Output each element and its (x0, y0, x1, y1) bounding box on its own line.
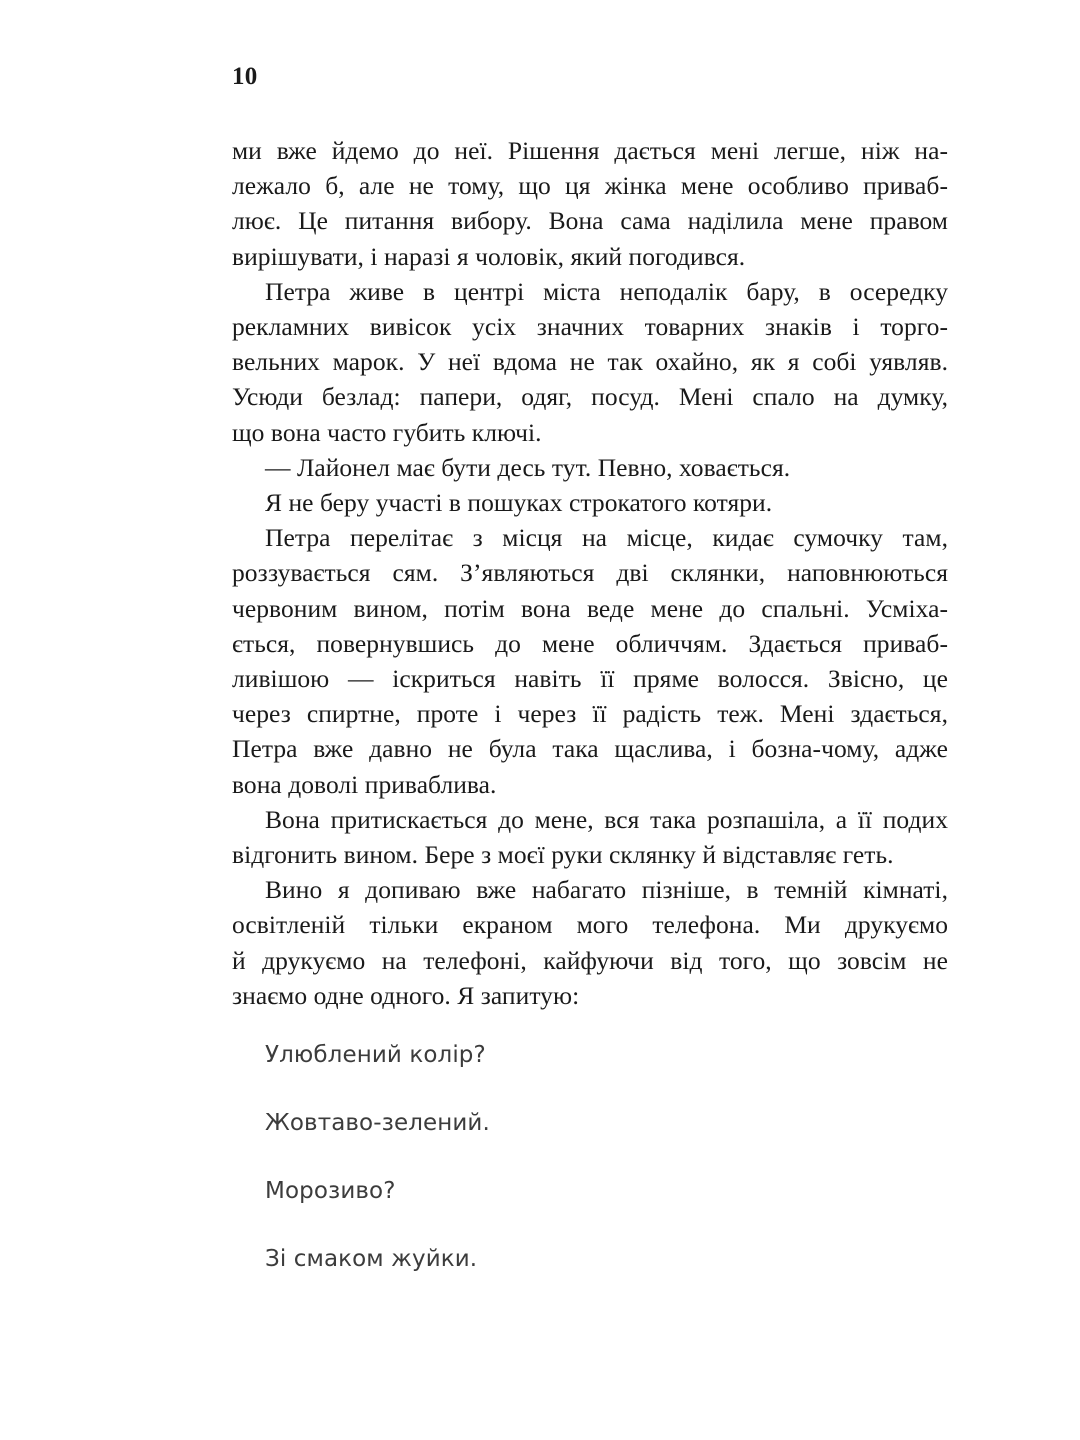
paragraph (232, 872, 948, 1013)
chat-line: Жовтаво-зелений. (265, 1110, 490, 1136)
chat-line: Зі смаком жуйки. (265, 1246, 478, 1272)
chat-line: Улюблений колір? (265, 1042, 486, 1068)
text-line: ливішою — іскриться навіть її пряме волосся. Звісно, це (232, 664, 948, 694)
body-text (232, 133, 948, 1013)
text-line: рекламних вивісок усіх значних товарних знаків і торго- (232, 312, 948, 342)
text-line: вельних марок. У неї вдома не так охайно, як я собі уявляв. (232, 347, 948, 377)
paragraph (232, 802, 948, 872)
chat-line: Морозиво? (265, 1178, 396, 1204)
text-line: роззувається сям. З’являються дві склянки, наповнюються (232, 558, 948, 588)
text-line: Я не беру участі в пошуках строкатого котяри. (265, 488, 773, 518)
text-line: через спиртне, проте і через її радість теж. Мені здається, (232, 699, 948, 729)
text-line: освітленій тільки екраном мого телефона. Ми друкуємо (232, 910, 948, 940)
text-line: знаємо одне одного. Я запитую: (232, 980, 580, 1010)
text-line: Вона притискається до мене, вся така розпашіла, а її подих (265, 804, 948, 834)
text-line: ється, повернувшись до мене обличчям. Здається приваб- (232, 628, 948, 658)
text-line: що вона часто губить ключі. (232, 417, 542, 447)
text-line: — Лайонел має бути десь тут. Певно, ховається. (265, 452, 791, 482)
text-line: ми вже йдемо до неї. Рішення дається мені легше, ніж на- (232, 136, 948, 165)
chat-transcript (265, 1040, 955, 1312)
text-line: вона доволі приваблива. (232, 769, 497, 799)
text-line: Усюди безлад: папери, одяг, посуд. Мені спало на думку, (232, 382, 948, 412)
text-line: відгонить вином. Бере з моєї руки склянку й відставляє геть. (232, 840, 894, 870)
text-line: Вино я допиваю вже набагато пізніше, в темній кімнаті, (265, 875, 948, 905)
paragraph (232, 450, 948, 485)
text-line: Петра вже давно не була така щаслива, і бозна-чому, адже (232, 734, 948, 764)
text-line: Петра перелітає з місця на місце, кидає сумочку там, (265, 523, 948, 553)
paragraph (232, 520, 948, 802)
text-line: й друкуємо на телефоні, кайфуючи від того, що зовсім не (232, 945, 948, 975)
text-line: лює. Це питання вибору. Вона сама наділила мене правом (232, 206, 948, 236)
text-line: вирішувати, і наразі я чоловік, який погодився. (232, 241, 746, 271)
paragraph (232, 274, 948, 450)
paragraph (232, 133, 948, 274)
page-number: 10 (232, 63, 258, 90)
text-line: червоним вином, потім вона веде мене до спальні. Усміха- (232, 593, 948, 623)
text-line: Петра живе в центрі міста неподалік бару, в осередку (265, 276, 948, 306)
paragraph (232, 485, 948, 520)
text-line: лежало б, але не тому, що ця жінка мене особливо приваб- (232, 171, 948, 201)
